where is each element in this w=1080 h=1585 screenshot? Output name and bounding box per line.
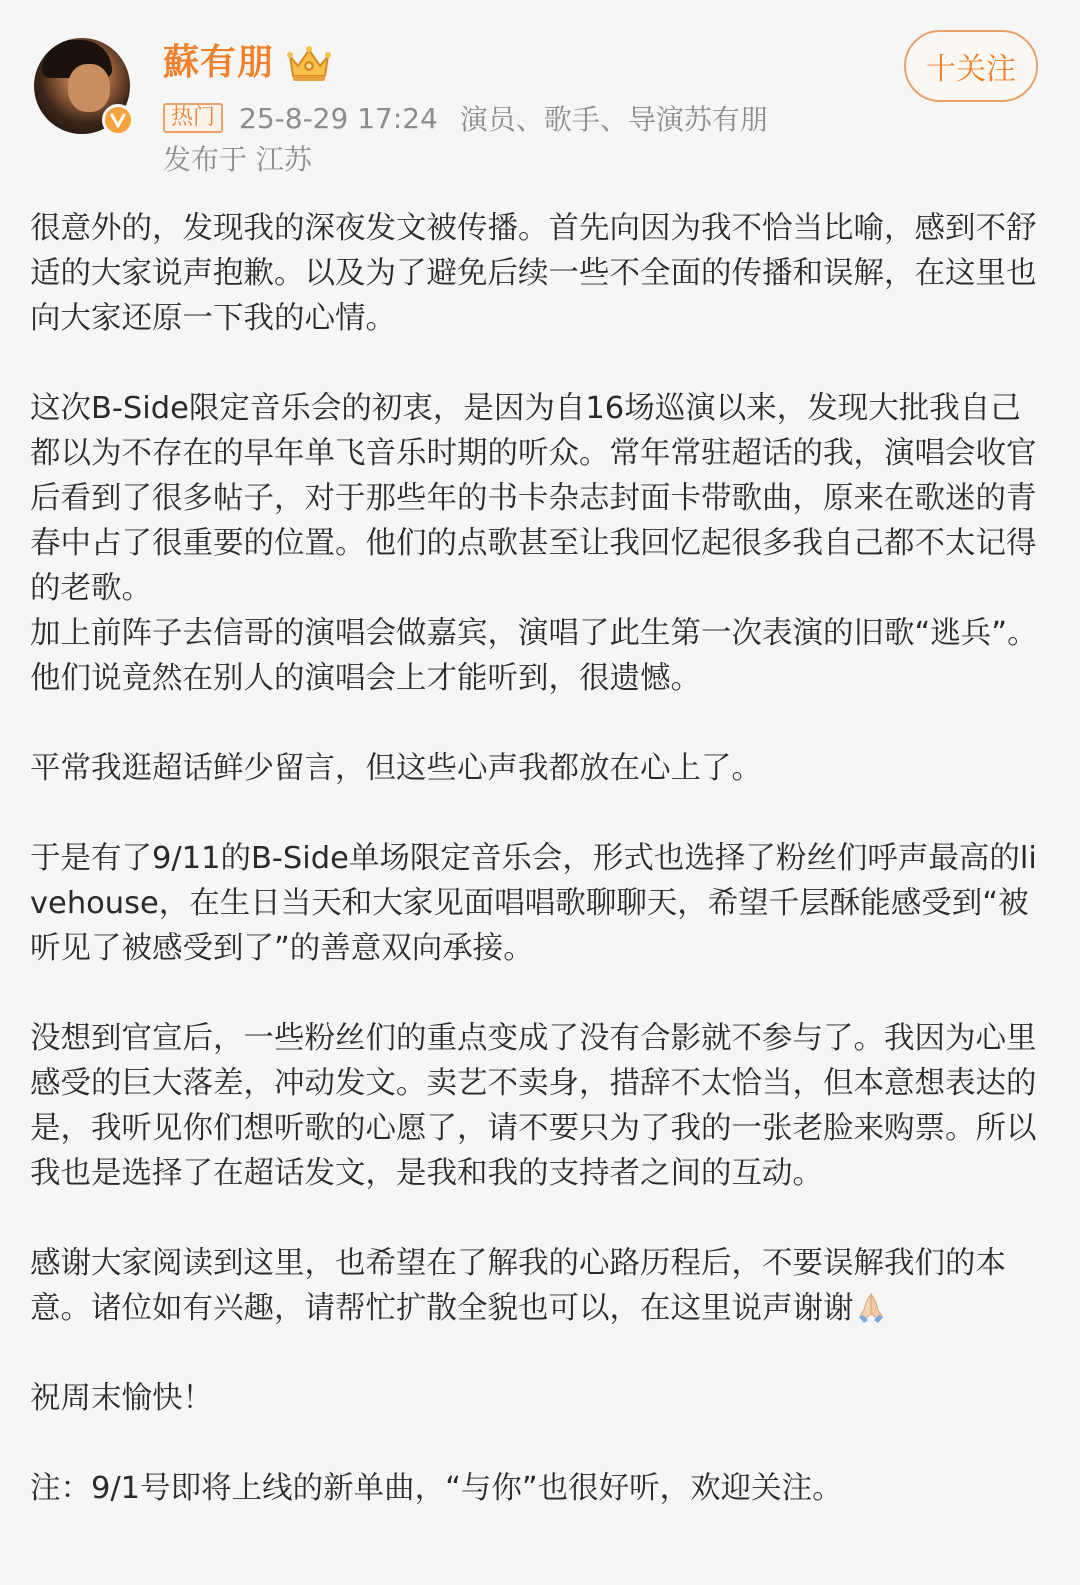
post-location: 发布于 江苏: [163, 143, 312, 176]
post-meta: [163, 98, 768, 138]
author-name[interactable]: 蘇有朋: [163, 42, 275, 83]
avatar[interactable]: [34, 38, 130, 134]
paragraph: 祝周末愉快！: [30, 1381, 213, 1416]
paragraph-with-emoji: [30, 1241, 1044, 1331]
post-content: [30, 206, 1044, 1511]
crown-icon: [286, 44, 332, 84]
verified-v-icon: [102, 104, 134, 136]
paragraph: 于是有了9/11的B-Side单场限定音乐会，形式也选择了粉丝们呼声最高的livehouse，在生日当天和大家见面唱唱歌聊聊天，希望千层酥能感受到“被听见了被感受到了”的善意双向承接。: [30, 841, 1037, 966]
post-header: [0, 0, 1080, 200]
paragraph: 这次B-Side限定音乐会的初衷，是因为自16场巡演以来，发现大批我自己都以为不存在的早年单飞音乐时期的听众。常年常驻超话的我，演唱会收官后看到了很多帖子，对于那些年的书卡杂志封面卡带歌曲，原来在歌迷的青春中占了很重要的位置。他们的点歌甚至让我回忆起很多我自己都不太记得的老歌。: [30, 391, 1037, 606]
paragraph: 平常我逛超话鲜少留言，但这些心声我都放在心上了。: [30, 751, 762, 786]
post-time: 25-8-29 17:24: [239, 101, 438, 135]
paragraph: 感谢大家阅读到这里，也希望在了解我的心路历程后，不要误解我们的本意。诸位如有兴趣，请帮忙扩散全貌也可以，在这里说声谢谢: [30, 1246, 1006, 1326]
pray-hands-icon: [854, 1290, 888, 1324]
paragraph: 加上前阵子去信哥的演唱会做嘉宾，演唱了此生第一次表演的旧歌“逃兵”。他们说竟然在别人的演唱会上才能听到，很遗憾。: [30, 616, 1038, 696]
paragraph: 注：9/1号即将上线的新单曲，“与你”也很好听，欢迎关注。: [30, 1471, 843, 1506]
paragraph: 没想到官宣后，一些粉丝们的重点变成了没有合影就不参与了。我因为心里感受的巨大落差，冲动发文。卖艺不卖身，措辞不太恰当，但本意想表达的是，我听见你们想听歌的心愿了，请不要只为了我的一张老脸来购票。所以我也是选择了在超话发文，是我和我的支持者之间的互动。: [30, 1021, 1037, 1191]
hot-badge: 热门: [163, 103, 223, 133]
author-description: 演员、歌手、导演苏有朋: [459, 103, 768, 136]
paragraph: 很意外的，发现我的深夜发文被传播。首先向因为我不恰当比喻，感到不舒适的大家说声抱歉。以及为了避免后续一些不全面的传播和误解，在这里也向大家还原一下我的心情。: [30, 211, 1037, 336]
follow-button[interactable]: 十关注: [904, 30, 1038, 102]
